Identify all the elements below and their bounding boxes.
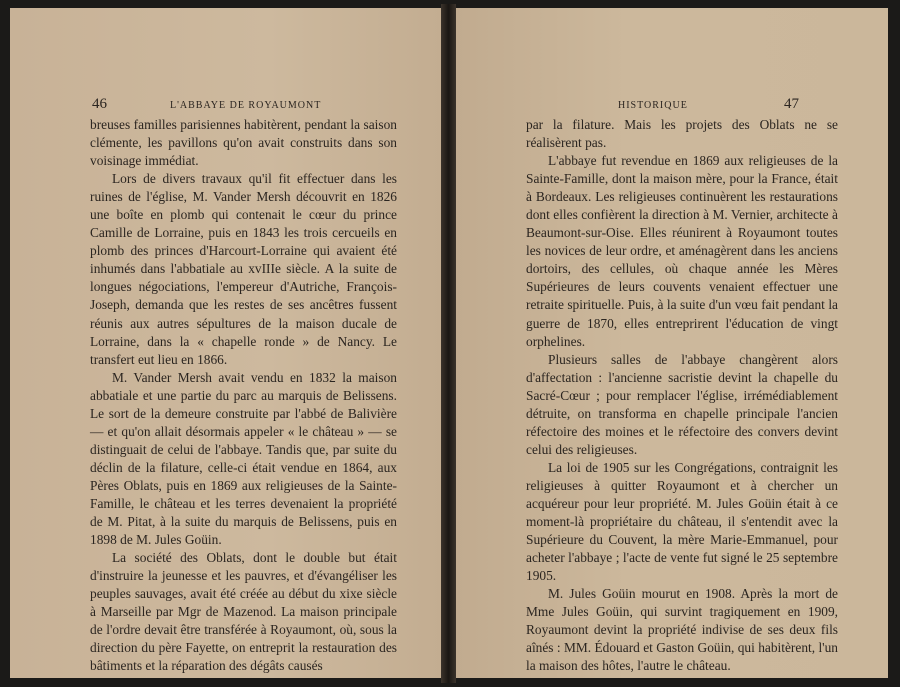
paragraph: breuses familles parisiennes habitèrent, pendant la saison clémente, les pavillons qu'on avait construits dans son voisinage immédiat. xyxy=(90,117,397,169)
paragraph: La société des Oblats, dont le double but était d'instruire la jeunesse et les pauvres, et d'évangéliser les peuples sauvages, avait été créée au début du xixe siècle à Marseille par Mgr de Mazenod. La maison principale de l'ordre devait être transférée à Royaumont, où, sous la direction du père Fayette, on entreprit la restauration des bâtiments et la réparation des dégâts causés xyxy=(90,550,397,674)
body-text xyxy=(90,116,397,675)
paragraph: La loi de 1905 sur les Congrégations, contraignit les religieuses à quitter Royaumont et à chercher un acquéreur pour leur propriété. M. Jules Goüin était à ce moment-là propriétaire du château, il s'entendit avec la Supérieure du Couvent, la mère Marie-Emmanuel, pour acheter l'abbaye ; l'acte de vente fut signé le 25 septembre 1905. xyxy=(526,459,838,584)
left-page xyxy=(10,8,441,678)
body-text xyxy=(526,116,838,675)
book-gutter xyxy=(441,4,456,683)
page-number: 46 xyxy=(92,96,107,112)
running-head: HISTORIQUE xyxy=(618,100,688,111)
right-page xyxy=(456,8,888,678)
paragraph: par la filature. Mais les projets des Oblats ne se réalisèrent pas. xyxy=(526,117,838,151)
paragraph: M. Jules Goüin mourut en 1908. Après la mort de Mme Jules Goüin, qui survint tragiquement en 1909, Royaumont devint la propriété indivise de ses deux fils aînés : MM. Édouard et Gaston Goüin, qui habitèrent, l'un la maison des hôtes, l'autre le château. xyxy=(526,586,838,674)
page-number: 47 xyxy=(784,96,799,112)
paragraph: M. Vander Mersh avait vendu en 1832 la maison abbatiale et une partie du parc au marquis de Belissens. Le sort de la demeure construite par l'abbé de Balivière — et qu'on allait désormais appeler « le château » — se distinguait de celui de l'abbaye. Tandis que, par suite du déclin de la filature, celle-ci était vendue en 1864, aux Pères Oblats, puis en 1869 aux religieuses de la Sainte-Famille, le château et les terres devenaient la propriété de M. Pitat, à la suite du marquis de Belissens, puis en 1898 de M. Jules Goüin. xyxy=(90,369,397,548)
paragraph: Plusieurs salles de l'abbaye changèrent alors d'affectation : l'ancienne sacristie devint la chapelle du Sacré-Cœur ; pour remplacer l'église, irrémédiablement détruite, on transforma en chapelle principale l'ancien réfectoire des moines et le réfectoire des convers devint celui des religieuses. xyxy=(526,351,838,457)
paragraph: L'abbaye fut revendue en 1869 aux religieuses de la Sainte-Famille, dont la maison mère, pour la France, était à Bordeaux. Les religieuses continuèrent les restaurations dont elles confièrent la direction à M. Vernier, architecte à Beaumont-sur-Oise. Elles réunirent à Royaumont toutes les novices de leur ordre, et aménagèrent dans les anciens dortoirs, des cellules, où chaque année les Mères Supérieures de leurs couvents venaient effectuer une retraite spirituelle. Puis, à la suite d'un vœu fait pendant la guerre de 1870, elles entreprirent l'éducation de vingt orphelines. xyxy=(526,153,838,349)
running-head: L'ABBAYE DE ROYAUMONT xyxy=(170,100,322,111)
paragraph: Lors de divers travaux qu'il fit effectuer dans les ruines de l'église, M. Vander Mersh découvrit en 1826 une boîte en plomb qui contenait le cœur du prince Camille de Lorraine, puis en 1843 les trois cercueils en plomb des princes d'Harcourt-Lorraine qui avaient été inhumés dans l'abbatiale au xvIIIe siècle. A la suite de longues négociations, l'empereur d'Autriche, François-Joseph, demanda que les restes de ses ancêtres fussent réunis aux autres sépultures de la maison ducale de Lorraine, dans la « chapelle ronde » de Nancy. Le transfert eut lieu en 1866. xyxy=(90,171,397,367)
